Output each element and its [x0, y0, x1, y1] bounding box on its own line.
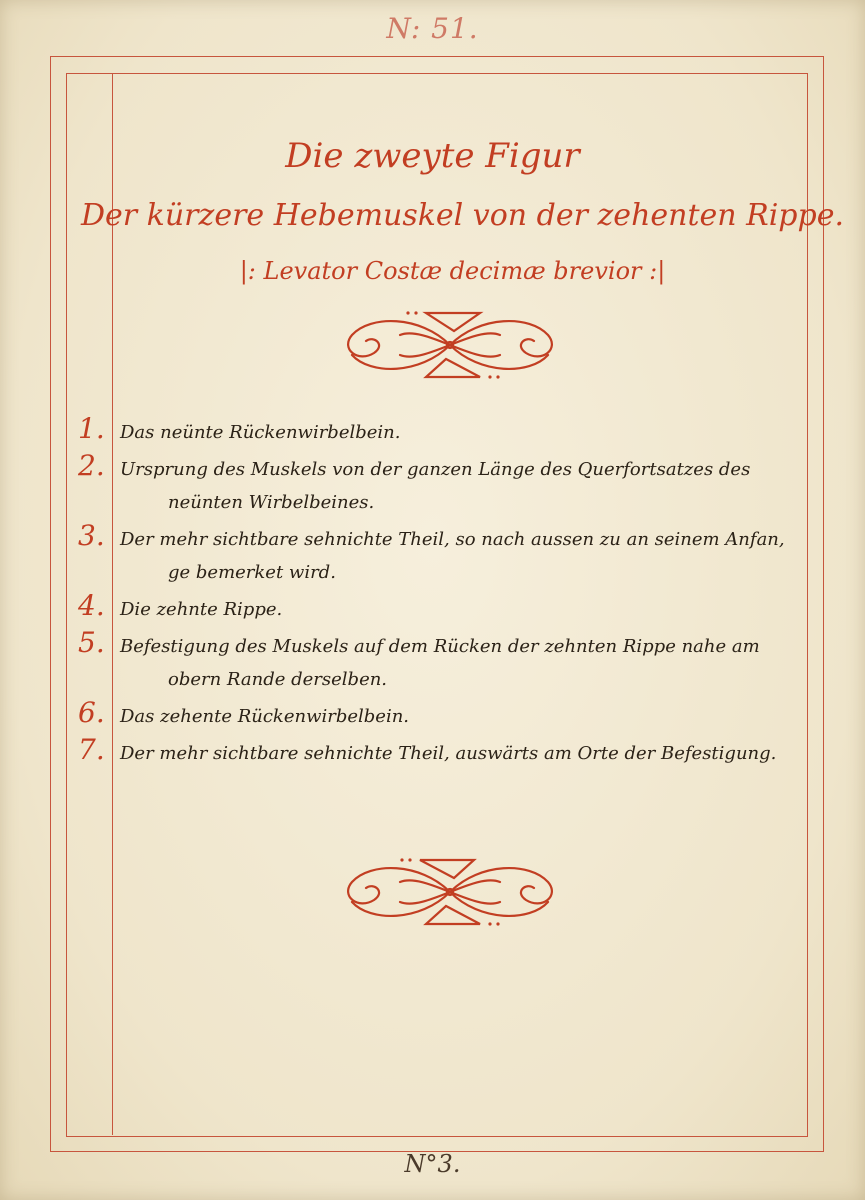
plate-number: N°3. [404, 1150, 461, 1178]
item-text: Die zehnte Rippe. [120, 599, 283, 620]
item-text: Befestigung des Muskels auf dem Rücken der zehnten Rippe nahe am [120, 636, 760, 657]
item-text: Das zehente Rückenwirbelbein. [120, 706, 410, 727]
item-text: Ursprung des Muskels von der ganzen Länge des Querfortsatzes des [120, 459, 751, 480]
item-text-continuation: ge bemerket wird. [168, 562, 336, 583]
folio-number: N: 51. [386, 12, 479, 45]
item-text-continuation: obern Rande derselben. [168, 669, 388, 690]
item-number: 2. [78, 449, 105, 482]
calligraphic-flourish-icon [330, 852, 570, 932]
figure-title: Die zweyte Figur [285, 136, 580, 176]
item-text-continuation: neünten Wirbelbeines. [168, 492, 375, 513]
list-item [78, 733, 808, 770]
list-item [78, 519, 808, 589]
item-number: 5. [78, 626, 105, 659]
item-text: Der mehr sichtbare sehnichte Theil, auswärts am Orte der Befestigung. [120, 743, 777, 764]
item-number: 6. [78, 696, 105, 729]
item-text: Der mehr sichtbare sehnichte Theil, so nach aussen zu an seinem Anfan, [120, 529, 785, 550]
latin-name: |: Levator Costæ decimæ brevior :| [239, 257, 666, 285]
item-number: 3. [78, 519, 105, 552]
calligraphic-flourish-icon [330, 305, 570, 385]
list-item [78, 449, 808, 519]
item-text: Das neünte Rückenwirbelbein. [120, 422, 401, 443]
list-item [78, 412, 808, 449]
legend-list [78, 412, 808, 774]
list-item [78, 696, 808, 733]
figure-subtitle: Der kürzere Hebemuskel von der zehenten Rippe. [80, 198, 845, 233]
item-number: 1. [78, 412, 105, 445]
list-item [78, 589, 808, 626]
item-number: 7. [78, 733, 105, 766]
list-item [78, 626, 808, 696]
item-number: 4. [78, 589, 105, 622]
